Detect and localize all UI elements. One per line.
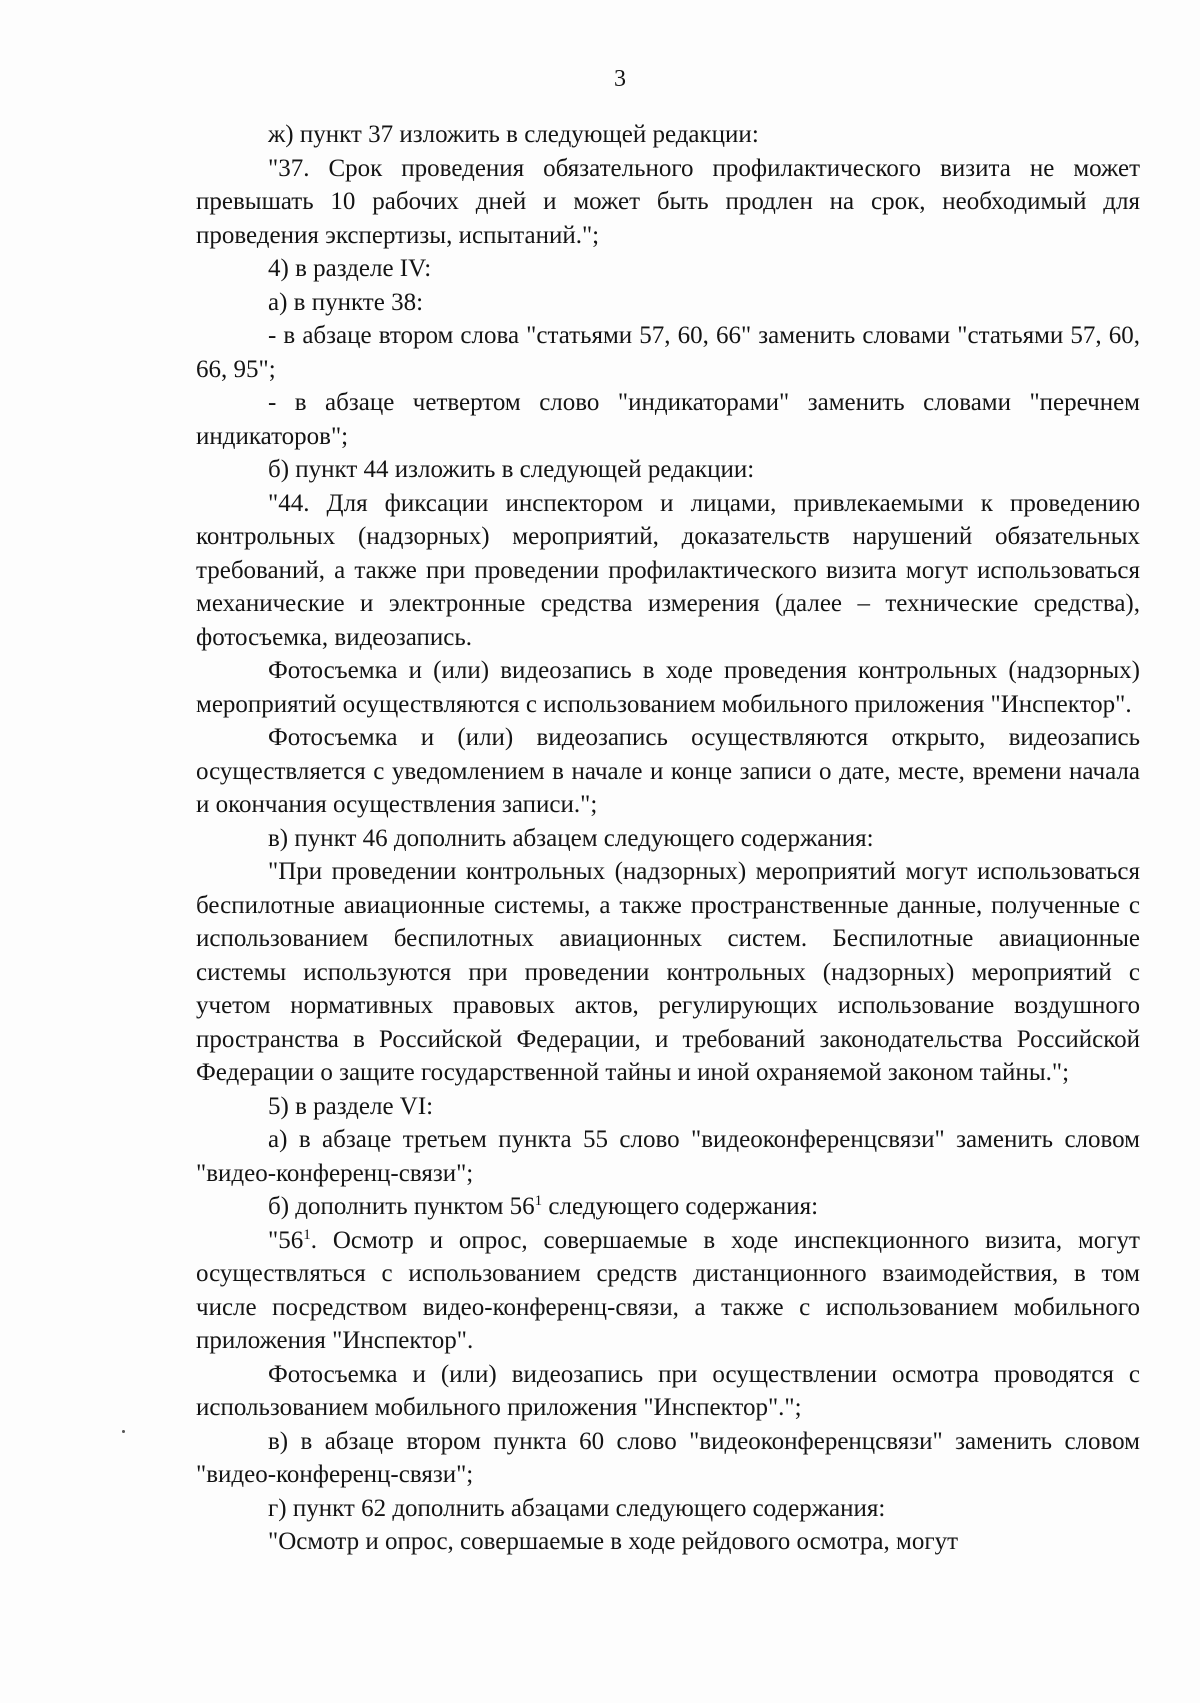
paragraph-zh-point-37: ж) пункт 37 изложить в следующей редакции: <box>268 121 759 148</box>
paragraph-v-point-46: в) пункт 46 дополнить абзацем следующего содержания: <box>268 824 874 852</box>
paragraph-section-4: 4) в разделе IV: <box>268 255 432 282</box>
paragraph-b-point-44: б) пункт 44 изложить в следующей редакции: <box>268 456 755 483</box>
paragraph-section-6: 5) в разделе VI: <box>268 1092 434 1120</box>
page-number: 3 <box>614 66 626 92</box>
point-56-text-after: . Осмотр и опрос, совершаемые в ходе инспекционного визита, могут осуществляться с использованием средств дистанционного взаимодействия, в том числе посредством видео-конференц-связи, а также с использованием мобильного приложения "Инспектор". <box>196 1226 1140 1354</box>
paragraph-v-point-60: в) в абзаце втором пункта 60 слово "видеоконференцсвязи" заменить словом "видео-конференц-связи"; <box>196 1427 1140 1488</box>
point-56-intro-before: б) дополнить пунктом 56 <box>268 1193 535 1220</box>
document-body <box>196 118 1140 1559</box>
point-56-intro-superscript: 1 <box>534 1193 543 1209</box>
scan-speck <box>122 1430 125 1433</box>
paragraph-photo-video-open: Фотосъемка и (или) видеозапись осуществляются открыто, видеозапись осуществляется с уведомлением в начале и конце записи о дате, месте, времени начала и окончания осуществления записи."; <box>196 724 1140 818</box>
paragraph-raid-inspection: "Осмотр и опрос, совершаемые в ходе рейдового осмотра, могут <box>268 1528 959 1555</box>
point-56-text-superscript: 1 <box>303 1226 311 1243</box>
paragraph-photo-video-inspection: Фотосъемка и (или) видеозапись при осуществлении осмотра проводятся с использованием мобильного приложения "Инспектор"."; <box>196 1360 1140 1421</box>
paragraph-a-point-55: а) в абзаце третьем пункта 55 слово "видеоконференцсвязи" заменить словом "видео-конференц-связи"; <box>196 1126 1140 1187</box>
point-56-text-before: "56 <box>268 1226 304 1254</box>
paragraph-b-point-56-1 <box>196 1190 1140 1224</box>
paragraph-g-point-62: г) пункт 62 дополнить абзацами следующего содержания: <box>268 1494 886 1522</box>
paragraph-drones-text: "При проведении контрольных (надзорных) мероприятий могут использоваться беспилотные авиационные системы, а также пространственные данные, полученные с использованием беспилотных авиационных систем. Беспилотные авиационные системы используются при проведении контрольных (надзорных) мероприятий с учетом нормативных правовых актов, регулирующих использование воздушного пространства в Российской Федерации, и требований законодательства Российской Федерации о защите государственной тайны и иной охраняемой законом тайны."; <box>196 858 1140 1086</box>
paragraph-a-point-38: а) в пункте 38: <box>268 288 424 316</box>
paragraph-photo-video-mobile: Фотосъемка и (или) видеозапись в ходе проведения контрольных (надзорных) мероприятий осуществляются с использованием мобильного приложения "Инспектор". <box>196 657 1140 718</box>
paragraph-indent-second: - в абзаце втором слова "статьями 57, 60, 66" заменить словами "статьями 57, 60, 66, 95"; <box>196 322 1140 383</box>
paragraph-point-37-text: "37. Срок проведения обязательного профилактического визита не может превышать 10 рабочих дней и может быть продлен на срок, необходимый для проведения экспертизы, испытаний."; <box>196 154 1140 249</box>
paragraph-point-56-1-text <box>196 1224 1140 1358</box>
point-56-intro-after: следующего содержания: <box>542 1193 819 1220</box>
paragraph-indent-fourth: - в абзаце четвертом слово "индикаторами" заменить словами "перечнем индикаторов"; <box>196 389 1140 450</box>
paragraph-point-44-text: "44. Для фиксации инспектором и лицами, привлекаемыми к проведению контрольных (надзорных) мероприятий, доказательств нарушений обязательных требований, а также при проведении профилактического визита могут использоваться механические и электронные средства измерения (далее – технические средства), фотосъемка, видеозапись. <box>196 489 1140 651</box>
